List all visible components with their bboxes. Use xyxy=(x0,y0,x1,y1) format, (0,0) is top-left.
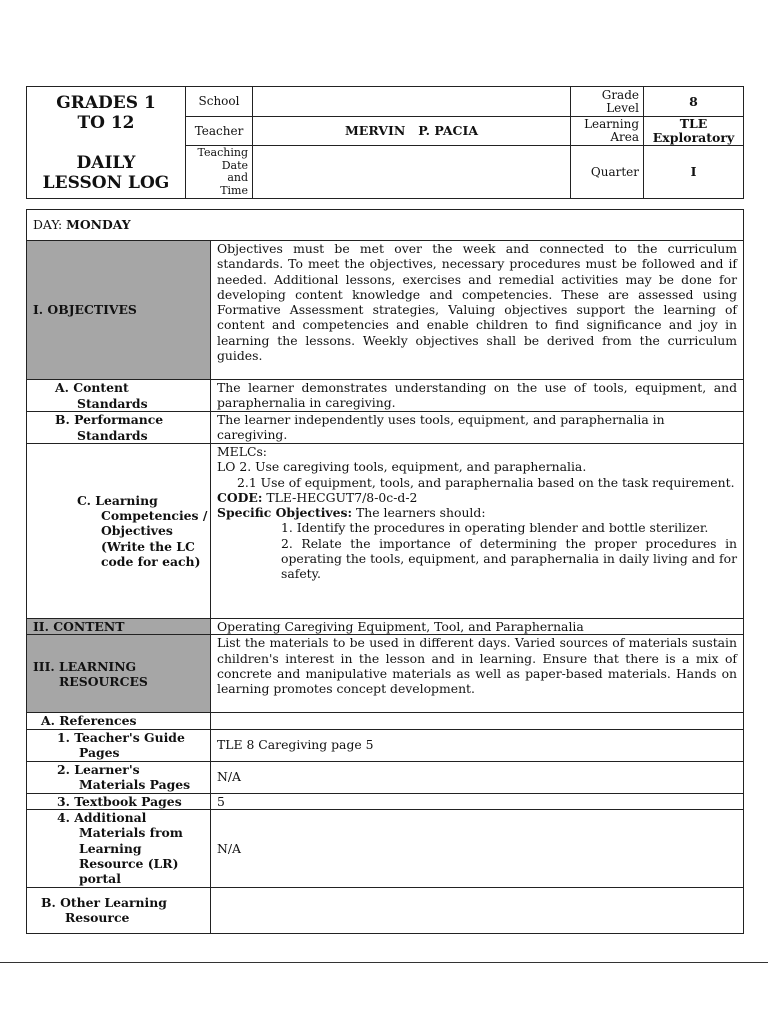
code-value: TLE-HECGUT7/8-0c-d-2 xyxy=(262,489,418,505)
objective-item-2: 2. Relate the importance of determining the proper procedures in operating the tools, equipment, and paraphernalia in daily living and for safety. xyxy=(281,535,738,582)
content-standards-label-line1: A. Content xyxy=(55,380,129,396)
content-standards-label-line2: Standards xyxy=(77,395,148,411)
specific-objectives xyxy=(217,505,737,520)
lesson-log-table xyxy=(26,209,744,934)
teaching-date-label xyxy=(186,146,253,199)
objectives-label: I. OBJECTIVES xyxy=(27,241,211,380)
textbook-pages-label: 3. Textbook Pages xyxy=(27,793,211,809)
teaching-date-value xyxy=(253,146,571,199)
title-to-12: TO 12 xyxy=(77,112,135,133)
code-label: CODE: xyxy=(217,489,263,505)
learners-materials-label-line2: Materials Pages xyxy=(79,777,191,793)
title-daily: DAILY xyxy=(76,152,136,173)
competencies-label xyxy=(27,444,211,619)
additional-materials-label-line5: portal xyxy=(79,871,121,887)
lc-code xyxy=(217,490,737,505)
header-table xyxy=(26,86,744,199)
area-value-line2: Exploratory xyxy=(652,130,735,145)
teacher-value: MERVIN P. PACIA xyxy=(253,117,571,146)
title-lesson-log: LESSON LOG xyxy=(42,172,170,193)
grade-label-line1: Grade xyxy=(601,87,639,102)
quarter-label: Quarter xyxy=(571,146,644,199)
references-value xyxy=(211,713,744,729)
competencies-label-line3: Objectives xyxy=(101,523,173,539)
day-label: DAY: xyxy=(33,217,67,233)
school-value xyxy=(253,87,571,117)
grade-label-line2: Level xyxy=(606,100,639,115)
competencies-label-line2: Competencies / xyxy=(101,508,208,524)
learners-materials-value: N/A xyxy=(211,761,744,793)
learning-resources-label xyxy=(27,635,211,713)
day-row xyxy=(27,210,744,241)
performance-standards-label-line1: B. Performance xyxy=(55,412,164,428)
other-resources-label-line1: B. Other Learning xyxy=(41,895,167,911)
day-value: MONDAY xyxy=(66,217,131,233)
grade-level-label xyxy=(571,87,644,117)
objective-item-1: 1. Identify the procedures in operating blender and bottle sterilizer. xyxy=(281,520,709,536)
document-title xyxy=(27,87,186,199)
performance-standards-text: The learner independently uses tools, equipment, and paraphernalia in caregiving. xyxy=(211,412,744,444)
objectives-text: Objectives must be met over the week and connected to the curriculum standards. To meet the objectives, necessary procedures must be followed and if needed. Additional lessons, exercises and remedial activities may be done for developing content knowledge and competencies. These are assessed using Formative Assessment strategies, Valuing objectives support the learning of content and competencies and enable children to find significance and joy in learning the lessons. Weekly objectives shall be derived from the curriculum guides. xyxy=(211,241,744,380)
other-resources-label xyxy=(27,887,211,933)
date-label-line3: and xyxy=(227,171,248,184)
quarter-value: I xyxy=(644,146,744,199)
area-label-line2: Area xyxy=(610,130,639,144)
specific-objectives-value: The learners should: xyxy=(352,505,486,521)
learning-outcome-sub: 2.1 Use of equipment, tools, and paraphernalia based on the task requirement. xyxy=(237,474,735,490)
area-label-line1: Learning xyxy=(584,117,639,131)
references-label: A. References xyxy=(27,713,211,729)
teachers-guide-label xyxy=(27,729,211,761)
additional-materials-label-line1: 4. Additional xyxy=(57,810,147,826)
additional-materials-label-line3: Learning xyxy=(79,840,142,856)
area-value-line1: TLE xyxy=(679,116,708,131)
additional-materials-label-line2: Materials from xyxy=(79,825,183,841)
teacher-label: Teacher xyxy=(186,117,253,146)
competencies-text xyxy=(211,444,744,619)
content-text: Operating Caregiving Equipment, Tool, and Paraphernalia xyxy=(211,619,744,635)
teachers-guide-value: TLE 8 Caregiving page 5 xyxy=(211,729,744,761)
date-label-line4: Time xyxy=(220,183,248,197)
performance-standards-label-line2: Standards xyxy=(77,427,148,443)
title-grades: GRADES 1 xyxy=(56,92,156,113)
teachers-guide-label-line1: 1. Teacher's Guide xyxy=(57,729,185,745)
grade-level-value: 8 xyxy=(644,87,744,117)
learning-resources-text: List the materials to be used in different days. Varied sources of materials sustain children's interest in the lesson and in learning. Ensure that there is a mix of concrete and manipulative materials as well as paper-based materials. Hands on learning promotes concept development. xyxy=(211,635,744,713)
date-label-line1: Teaching xyxy=(197,146,248,159)
content-label: II. CONTENT xyxy=(27,619,211,635)
teachers-guide-label-line2: Pages xyxy=(79,745,120,761)
learners-materials-label xyxy=(27,761,211,793)
additional-materials-label xyxy=(27,809,211,887)
competencies-label-line4: (Write the LC xyxy=(101,538,195,554)
competencies-label-line5: code for each) xyxy=(101,553,201,569)
melcs-heading: MELCs: xyxy=(217,444,267,459)
learning-resources-label-line1: III. LEARNING xyxy=(33,658,137,674)
other-resources-value xyxy=(211,887,744,933)
textbook-pages-value: 5 xyxy=(211,793,744,809)
additional-materials-value: N/A xyxy=(211,809,744,887)
learners-materials-label-line1: 2. Learner's xyxy=(57,761,140,777)
learning-area-value xyxy=(644,117,744,146)
content-standards-text: The learner demonstrates understanding on the use of tools, equipment, and paraphernalia in caregiving. xyxy=(211,380,744,412)
learning-area-label xyxy=(571,117,644,146)
page-bottom-divider xyxy=(0,962,768,963)
learning-outcome: LO 2. Use caregiving tools, equipment, and paraphernalia. xyxy=(217,459,587,475)
learning-resources-label-line2: RESOURCES xyxy=(59,673,148,689)
additional-materials-label-line4: Resource (LR) xyxy=(79,856,179,872)
specific-objectives-label: Specific Objectives: xyxy=(217,505,353,521)
date-label-line2: Date xyxy=(221,158,248,172)
other-resources-label-line2: Resource xyxy=(65,910,130,926)
content-standards-label xyxy=(27,380,211,412)
school-label: School xyxy=(186,87,253,117)
competencies-label-line1: C. Learning xyxy=(77,492,158,508)
performance-standards-label xyxy=(27,412,211,444)
